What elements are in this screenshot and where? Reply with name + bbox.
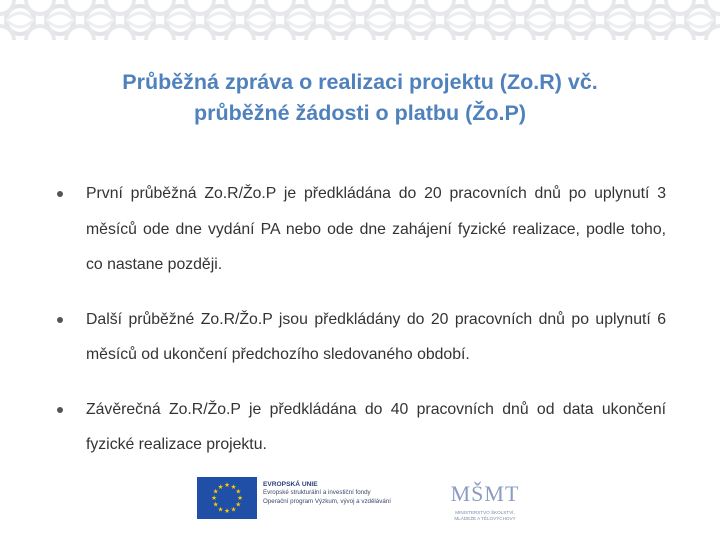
eu-star-icon: ★ bbox=[235, 488, 242, 496]
eu-star-icon: ★ bbox=[212, 488, 219, 496]
bullet-text: První průběžná Zo.R/Žo.P je předkládána do 20 pracovních dnů po uplynutí 3 měsíců ode dne vydání PA nebo ode dne zahájení fyzické realizace, podle toho, co nastane později. bbox=[86, 185, 666, 273]
eu-star-icon: ★ bbox=[230, 483, 237, 491]
eu-star-icon: ★ bbox=[237, 495, 243, 503]
msmt-caption bbox=[443, 510, 527, 521]
slide-title bbox=[60, 67, 660, 129]
bullet-dot-icon bbox=[57, 317, 63, 323]
bullet-text: Závěrečná Zo.R/Žo.P je předkládána do 40 pracovních dnů od data ukončení fyzické realizace projektu. bbox=[86, 400, 666, 453]
bullet-dot-icon bbox=[57, 407, 63, 413]
eu-star-icon: ★ bbox=[235, 501, 242, 509]
eu-star-icon: ★ bbox=[217, 483, 224, 491]
eu-title: EVROPSKÁ UNIE bbox=[263, 481, 318, 488]
eu-text-block bbox=[263, 481, 443, 506]
msmt-logo-icon bbox=[443, 477, 527, 523]
eu-line1: Evropské strukturální a investiční fondy bbox=[263, 489, 371, 497]
eu-star-icon: ★ bbox=[212, 501, 219, 509]
ministry-line2: MLÁDEŽE A TĚLOVÝCHOVY bbox=[454, 515, 516, 521]
svg-text:MŠMT: MŠMT bbox=[450, 481, 520, 506]
slide-title-line1: Průběžná zpráva o realizaci projektu (Zo.R) vč. bbox=[122, 70, 598, 94]
eu-line2: Operační program Výzkum, vývoj a vzdělávání bbox=[263, 497, 391, 505]
bullet-item bbox=[56, 392, 666, 463]
eu-star-icon: ★ bbox=[211, 495, 217, 503]
header-pattern bbox=[0, 0, 720, 40]
bullet-item bbox=[56, 176, 666, 283]
bullet-list bbox=[56, 176, 666, 482]
bullet-text: Další průběžné Zo.R/Žo.P jsou předkládány do 20 pracovních dnů po uplynutí 6 měsíců od ukončení předchozího sledovaného období. bbox=[86, 310, 666, 363]
bullet-dot-icon bbox=[57, 191, 63, 197]
bullet-item bbox=[56, 302, 666, 373]
eu-star-icon: ★ bbox=[224, 508, 230, 516]
eu-star-icon: ★ bbox=[224, 482, 230, 490]
eu-star-icon: ★ bbox=[217, 506, 224, 514]
ministry-line1: MINISTERSTVO ŠKOLSTVÍ, bbox=[455, 510, 515, 515]
footer-logos bbox=[197, 477, 527, 523]
ornamental-pattern-icon bbox=[0, 0, 720, 40]
eu-flag-icon bbox=[197, 477, 257, 519]
slide-title-line2: průběžné žádosti o platbu (Žo.P) bbox=[193, 101, 527, 125]
eu-star-icon: ★ bbox=[230, 506, 237, 514]
